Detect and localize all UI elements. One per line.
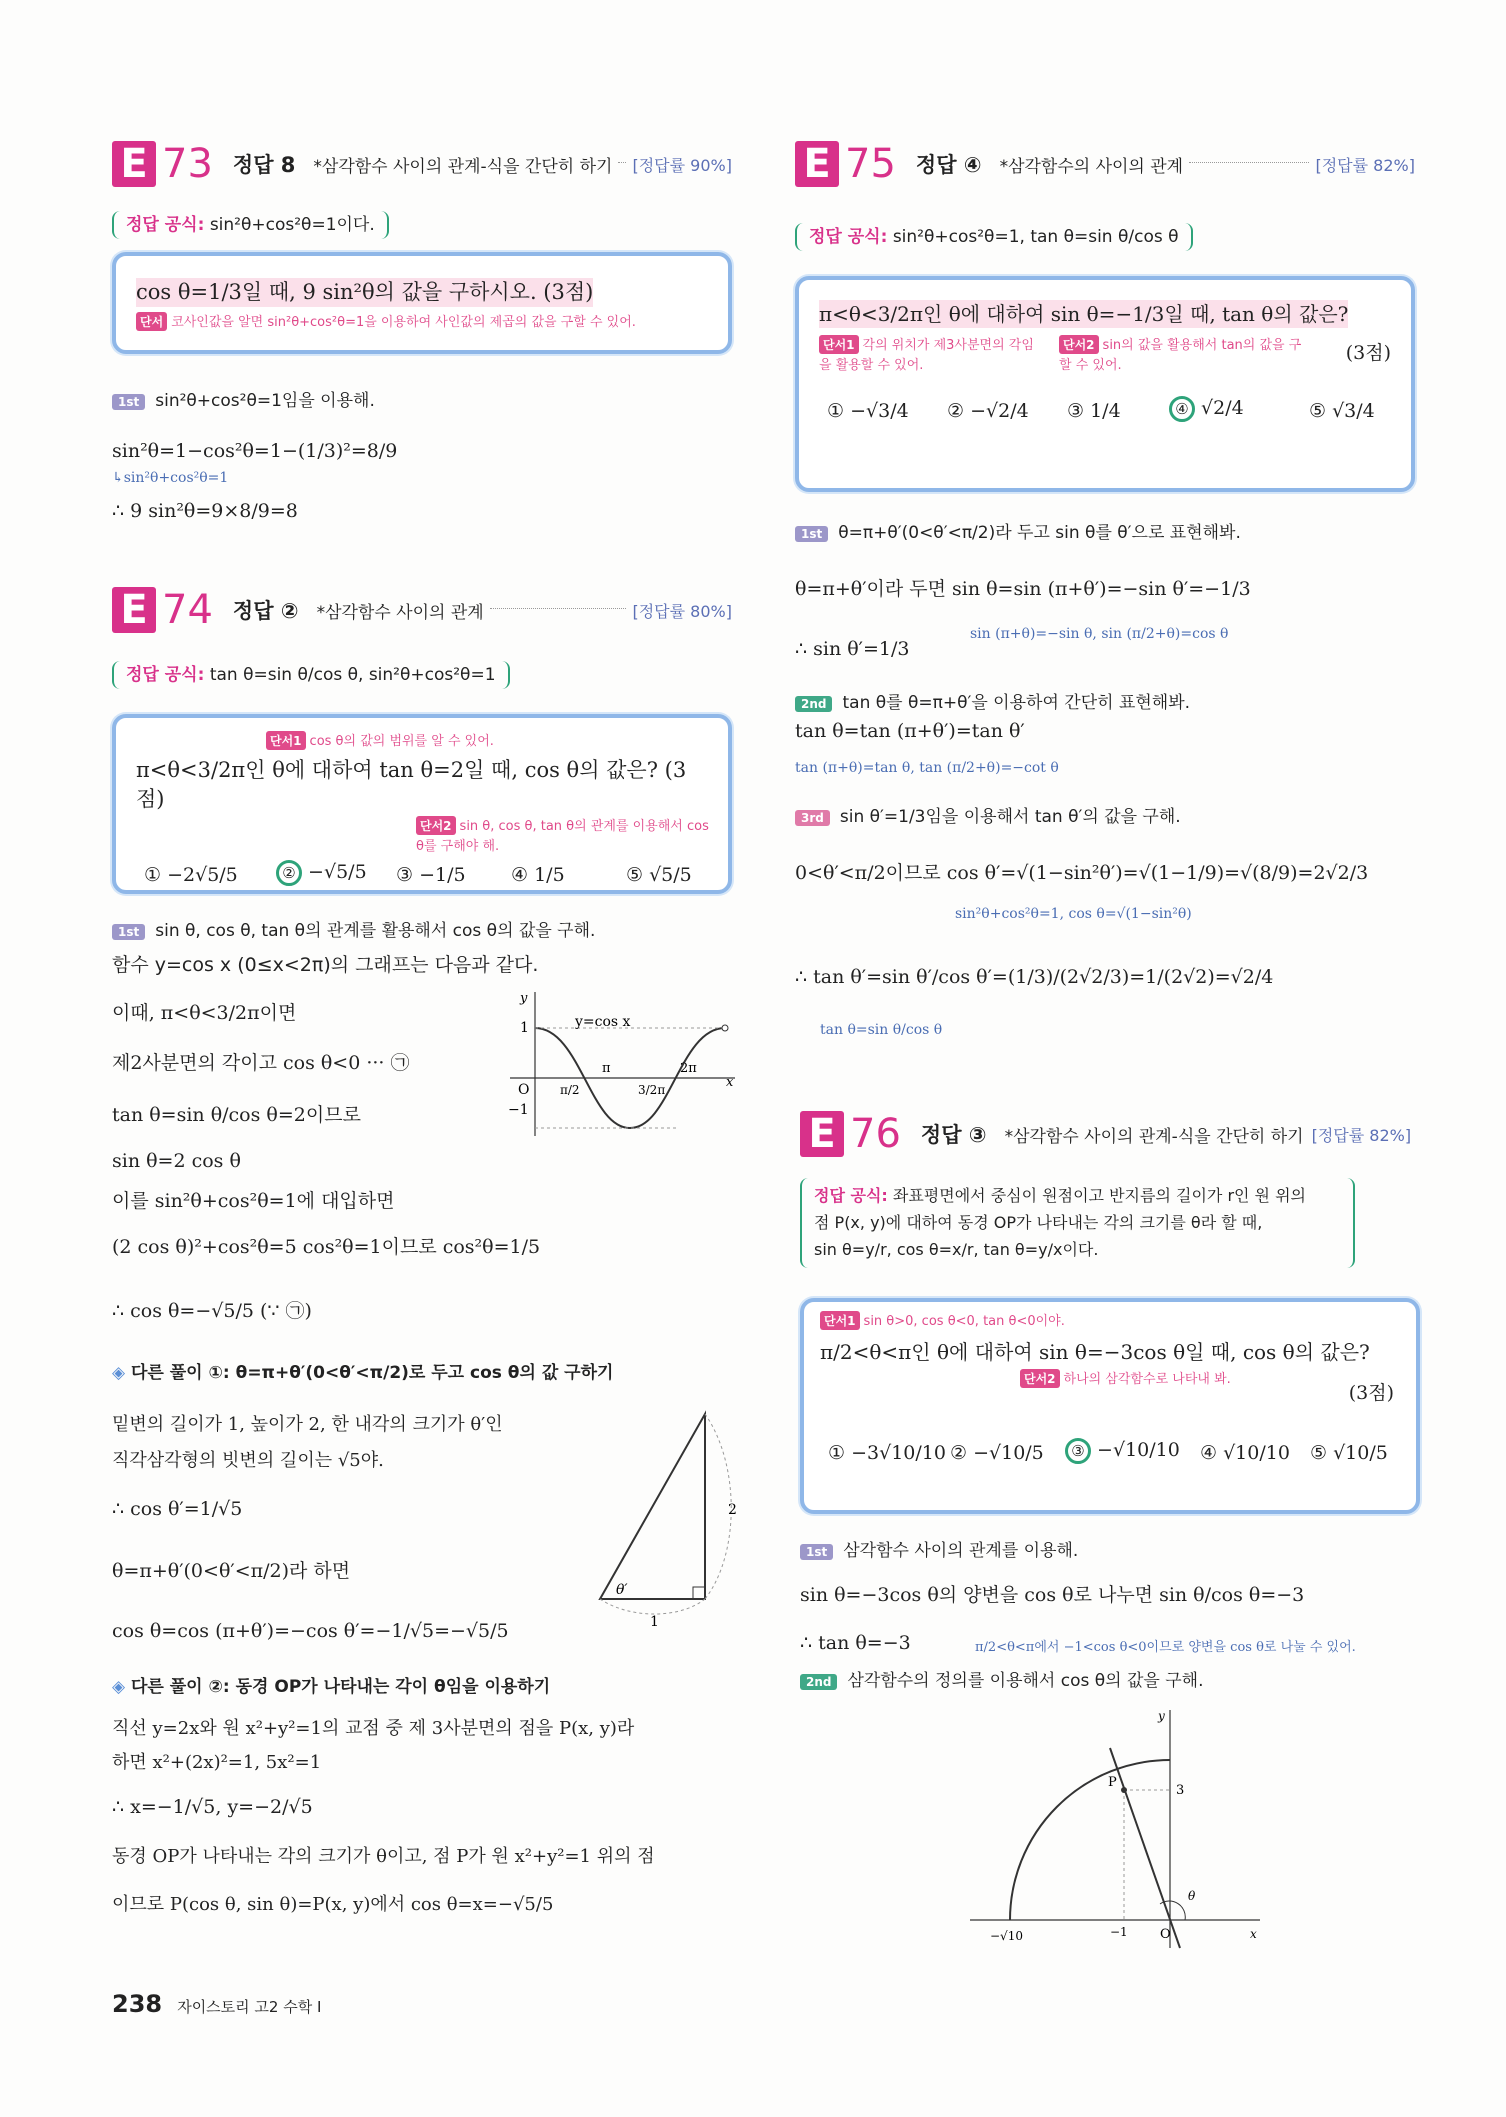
e73-number: 73: [162, 141, 213, 187]
e73-hint: 단서 코사인값을 알면 sin²θ+cos²θ=1을 이용하여 사인값의 제곱의 값을 구할 수 있어.: [136, 311, 708, 331]
e74-line-6: (2 cos θ)²+cos²θ=5 cos²θ=1이므로 cos²θ=1/5: [112, 1236, 541, 1258]
fig-theta: θ: [1188, 1889, 1196, 1903]
e75-score: (3점): [1345, 342, 1391, 364]
e75-number: 75: [845, 141, 896, 187]
e75-step3: 3rd sin θ′=1/3임을 이용해서 tan θ′의 값을 구해.: [795, 802, 1181, 827]
e73-label: E: [112, 141, 156, 187]
e75-question: π<θ<3/2π인 θ에 대하여 sin θ=−1/3일 때, tan θ의 값은?: [819, 302, 1349, 326]
e76-choice-3[interactable]: ③ −√10/10: [1065, 1438, 1180, 1464]
e75-question-box: [795, 276, 1415, 492]
e74-alt2-line-3: 동경 OP가 나타내는 각의 크기가 θ이고, 점 P가 원 x²+y²=1 위의 점: [112, 1846, 655, 1867]
e74-alt1-line-3: θ=π+θ′(0<θ′<π/2)라 하면: [112, 1560, 351, 1582]
e75-topic: *삼각함수의 사이의 관계: [999, 156, 1184, 177]
e74-choice-4[interactable]: ④ 1/5: [511, 863, 565, 886]
cos-graph-3pi2: 3/2π: [638, 1083, 666, 1097]
e73-header: [112, 140, 732, 188]
fig-y-label: y: [1158, 1709, 1165, 1723]
e75-choice-1[interactable]: ① −√3/4: [827, 400, 909, 422]
fig-three: 3: [1176, 1783, 1185, 1798]
book-title: 자이스토리 고2 수학 Ⅰ: [177, 1998, 322, 2016]
e75-line5-note: tan θ=sin θ/cos θ: [820, 1022, 943, 1038]
e76-choice-1[interactable]: ① −3√10/10: [828, 1442, 946, 1464]
e75-choice-4[interactable]: ④ √2/4: [1169, 396, 1244, 422]
e74-alt1-line-1: 직각삼각형의 빗변의 길이는 √5야.: [112, 1450, 384, 1471]
e75-line5: ∴ tan θ′=sin θ′/cos θ′=(1/3)/(2√2/3)=1/(2√2)=√2/4: [795, 966, 1274, 988]
e74-step1: 1st sin θ, cos θ, tan θ의 관계를 활용해서 cos θ의 값을 구해.: [112, 916, 595, 941]
e76-answer: 정답 ③: [920, 1123, 987, 1147]
e74-number: 74: [162, 587, 213, 633]
cos-graph-one: 1: [520, 1020, 529, 1036]
e74-formula: 정답 공식: tan θ=sin θ/cos θ, sin²θ+cos²θ=1: [112, 660, 510, 685]
e75-hint1: 단서1 각의 위치가 제3사분면의 각임을 활용할 수 있어.: [819, 334, 1039, 373]
right-triangle: [590, 1404, 740, 1634]
cos-graph-mone: −1: [508, 1102, 529, 1118]
e73-line1-note: ↳sin²θ+cos²θ=1: [112, 470, 229, 486]
e74-answer: 정답 ②: [232, 599, 299, 623]
e74-hint2: 단서2 sin θ, cos θ, tan θ의 관계를 이용해서 cos θ를 구해야 해.: [416, 815, 716, 854]
e75-rate: [정답률 82%]: [1315, 155, 1415, 175]
e73-step1: 1st sin²θ+cos²θ=1임을 이용해.: [112, 386, 375, 411]
e74-alt2-line-2: ∴ x=−1/√5, y=−2/√5: [112, 1796, 313, 1818]
e74-line-7: ∴ cos θ=−√5/5 (∵ ㉠): [112, 1300, 312, 1322]
cos-graph-y-label: y: [520, 991, 528, 1006]
e75-line4-note: sin²θ+cos²θ=1, cos θ=√(1−sin²θ): [955, 906, 1192, 922]
e74-alt2-line-1: 하면 x²+(2x)²=1, 5x²=1: [112, 1752, 322, 1773]
e76-hint2: 단서2 하나의 삼각함수로 나타내 봐.: [1020, 1368, 1231, 1388]
e74-alt2-line-4: 이므로 P(cos θ, sin θ)=P(x, y)에서 cos θ=x=−√5/5: [112, 1894, 554, 1915]
cos-graph-x-label: x: [726, 1075, 734, 1090]
e74-alt1-title: ◈ 다른 풀이 ①: θ=π+θ′(0<θ′<π/2)로 두고 cos θ의 값 구하기: [112, 1363, 614, 1383]
e75-step1: 1st θ=π+θ′(0<θ′<π/2)라 두고 sin θ를 θ′으로 표현해봐.: [795, 518, 1241, 543]
fig-point-p: P: [1108, 1775, 1117, 1790]
e76-topic: *삼각함수 사이의 관계-식을 간단히 하기: [1004, 1126, 1304, 1147]
e75-choice-3[interactable]: ③ 1/4: [1067, 400, 1121, 422]
e75-line2: ∴ sin θ′=1/3: [795, 638, 910, 660]
unit-circle-figure: [970, 1700, 1270, 1950]
e74-choice-5[interactable]: ⑤ √5/5: [626, 863, 692, 886]
e76-choice-4[interactable]: ④ √10/10: [1200, 1442, 1290, 1464]
e75-line4: 0<θ′<π/2이므로 cos θ′=√(1−sin²θ′)=√(1−1/9)=√(8/9)=2√2/3: [795, 862, 1369, 884]
e74-question: π<θ<3/2π인 θ에 대하여 tan θ=2일 때, cos θ의 값은? (3점): [136, 758, 687, 812]
triangle-base: 1: [650, 1614, 659, 1630]
e76-hint1: 단서1 sin θ>0, cos θ<0, tan θ<0이야.: [820, 1310, 1400, 1330]
fig-x-label: x: [1250, 1927, 1257, 1941]
e73-formula-text: sin²θ+cos²θ=1이다.: [209, 215, 375, 235]
triangle-side: 2: [728, 1502, 737, 1518]
fig-msqrt10: −√10: [990, 1929, 1023, 1943]
triangle-angle: θ′: [616, 1582, 628, 1598]
e75-label: E: [795, 141, 839, 187]
e74-rate: [정답률 80%]: [632, 601, 732, 621]
e73-formula: [112, 210, 389, 235]
e75-line3-note: tan (π+θ)=tan θ, tan (π/2+θ)=−cot θ: [795, 760, 1059, 776]
e76-formula: 정답 공식: 좌표평면에서 중심이 원점이고 반지름의 길이가 r인 원 위의 점 P(x, y)에 대하여 동경 OP가 나타내는 각의 크기를 θ라 할 때, sin θ=y/r, cos θ=x/r, tan θ=y/x이다.: [800, 1178, 1355, 1268]
e74-line-3: tan θ=sin θ/cos θ=2이므로: [112, 1104, 361, 1126]
e76-step1: 1st 삼각함수 사이의 관계를 이용해.: [800, 1536, 1078, 1561]
e76-line1: sin θ=−3cos θ의 양변을 cos θ로 나누면 sin θ/cos θ=−3: [800, 1584, 1305, 1606]
cos-graph-pi: π: [602, 1061, 611, 1076]
e74-line-0: 함수 y=cos x (0≤x<2π)의 그래프는 다음과 같다.: [112, 954, 539, 976]
e74-header: [112, 586, 732, 634]
e74-question-box: [112, 714, 732, 894]
e75-hint2: 단서2 sin의 값을 활용해서 tan의 값을 구할 수 있어.: [1059, 334, 1309, 373]
e74-choice-3[interactable]: ③ −1/5: [396, 863, 466, 886]
e75-choice-5[interactable]: ⑤ √3/4: [1309, 400, 1375, 422]
e73-question-box: [112, 252, 732, 354]
e76-label: E: [800, 1111, 844, 1157]
e76-number: 76: [850, 1111, 901, 1157]
e75-formula: 정답 공식: sin²θ+cos²θ=1, tan θ=sin θ/cos θ: [795, 222, 1193, 247]
e74-line-1: 이때, π<θ<3/2π이면: [112, 1002, 297, 1024]
cos-graph: [490, 986, 740, 1136]
e73-question: cos θ=1/3일 때, 9 sin²θ의 값을 구하시오. (3점): [136, 278, 593, 307]
cos-graph-curve-label: y=cos x: [575, 1014, 631, 1030]
e74-choice-1[interactable]: ① −2√5/5: [144, 863, 238, 886]
e74-line-2: 제2사분면의 각이고 cos θ<0 ··· ㉠: [112, 1052, 410, 1074]
e74-alt2-title: ◈ 다른 풀이 ②: 동경 OP가 나타내는 각이 θ임을 이용하기: [112, 1677, 551, 1697]
e76-rate: [정답률 82%]: [1311, 1125, 1412, 1145]
e76-question: π/2<θ<π인 θ에 대하여 sin θ=−3cos θ일 때, cos θ의 값은?: [820, 1340, 1370, 1364]
e73-line1: sin²θ=1−cos²θ=1−(1/3)²=8/9: [112, 440, 398, 462]
e74-choice-2[interactable]: ② −√5/5: [276, 860, 367, 886]
e75-choice-2[interactable]: ② −√2/4: [947, 400, 1029, 422]
e75-line3: tan θ=tan (π+θ′)=tan θ′: [795, 720, 1025, 742]
e76-score: (3점): [1348, 1382, 1394, 1404]
e73-formula-label: 정답 공식:: [126, 215, 205, 235]
e76-question-box: [800, 1298, 1420, 1514]
cos-graph-origin: O: [518, 1082, 530, 1098]
e76-step2: 2nd 삼각함수의 정의를 이용해서 cos θ의 값을 구해.: [800, 1666, 1204, 1691]
page-footer: [112, 1990, 321, 2018]
e76-header: [800, 1110, 1420, 1158]
e74-line-5: 이를 sin²θ+cos²θ=1에 대입하면: [112, 1190, 395, 1212]
page-number: 238: [112, 1990, 163, 2018]
e75-header: [795, 140, 1415, 188]
e74-alt1-line-4: cos θ=cos (π+θ′)=−cos θ′=−1/√5=−√5/5: [112, 1620, 509, 1642]
e73-line2: ∴ 9 sin²θ=9×8/9=8: [112, 500, 298, 522]
e75-step2: 2nd tan θ를 θ=π+θ′을 이용하여 간단히 표현해봐.: [795, 688, 1190, 713]
e75-line1: θ=π+θ′이라 두면 sin θ=sin (π+θ′)=−sin θ′=−1/3: [795, 578, 1251, 600]
e74-topic: *삼각함수 사이의 관계: [316, 602, 484, 623]
fig-origin: O: [1160, 1927, 1171, 1942]
e73-answer: 정답 8: [232, 153, 296, 177]
e74-alt1-line-2: ∴ cos θ′=1/√5: [112, 1498, 243, 1520]
e74-alt2-line-0: 직선 y=2x와 원 x²+y²=1의 교점 중 제 3사분면의 점을 P(x, y)라: [112, 1718, 635, 1739]
cos-graph-pi2: π/2: [560, 1083, 580, 1097]
e76-choice-5[interactable]: ⑤ √10/5: [1310, 1442, 1388, 1464]
e73-topic: *삼각함수 사이의 관계-식을 간단히 하기: [313, 156, 613, 177]
e76-line2-note: π/2<θ<π에서 −1<cos θ<0이므로 양변을 cos θ로 나눌 수 있어.: [975, 1640, 1356, 1655]
e74-line-4: sin θ=2 cos θ: [112, 1150, 241, 1172]
e74-label: E: [112, 587, 156, 633]
e76-line2: ∴ tan θ=−3: [800, 1632, 911, 1654]
e74-hint1: 단서1 cos θ의 값의 범위를 알 수 있어.: [266, 730, 708, 750]
cos-graph-2pi: 2π: [680, 1061, 697, 1076]
e75-answer: 정답 ④: [915, 153, 982, 177]
fig-mone: −1: [1110, 1925, 1128, 1939]
e76-choice-2[interactable]: ② −√10/5: [950, 1442, 1044, 1464]
e74-alt1-line-0: 밑변의 길이가 1, 높이가 2, 한 내각의 크기가 θ′인: [112, 1414, 503, 1435]
e73-rate: [정답률 90%]: [632, 155, 732, 175]
e75-line1-note: sin (π+θ)=−sin θ, sin (π/2+θ)=cos θ: [970, 626, 1229, 642]
